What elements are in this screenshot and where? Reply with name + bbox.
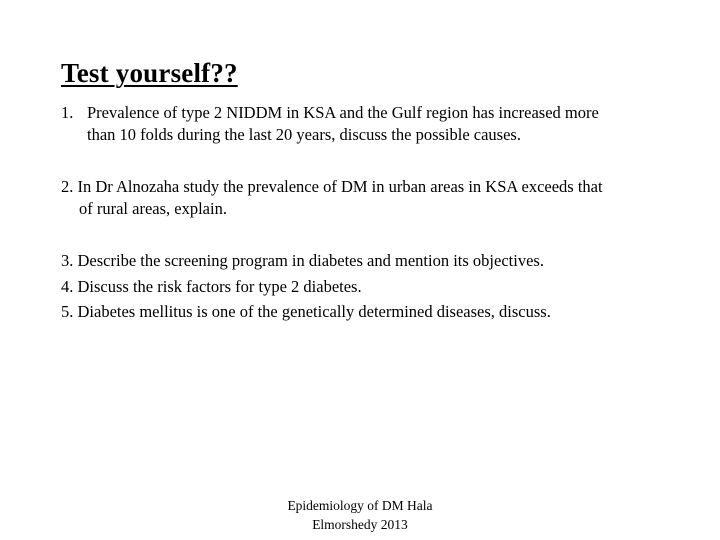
question-2 [61, 176, 603, 220]
question-4 [61, 276, 362, 298]
question-text-line-1: Prevalence of type 2 NIDDM in KSA and the Gulf region has increased more [87, 103, 599, 122]
footer-line-1: Epidemiology of DM Hala [287, 498, 433, 513]
question-text-line-1: Describe the screening program in diabetes and mention its objectives. [77, 251, 544, 270]
question-5 [61, 301, 551, 323]
question-3 [61, 250, 544, 272]
question-text-line-1: In Dr Alnozaha study the prevalence of DM in urban areas in KSA exceeds that [77, 177, 603, 196]
question-number: 4. [61, 277, 74, 296]
question-number: 5. [61, 302, 74, 321]
question-text-line-1: Discuss the risk factors for type 2 diabetes. [77, 277, 362, 296]
question-text-line-2: of rural areas, explain. [79, 199, 227, 218]
slide-footer [250, 496, 470, 534]
question-text-line-1: Diabetes mellitus is one of the genetically determined diseases, discuss. [77, 302, 551, 321]
question-number: 3. [61, 251, 74, 270]
question-number: 1. [61, 103, 74, 122]
question-1 [61, 102, 599, 146]
footer-line-2: Elmorshedy 2013 [312, 517, 408, 532]
slide-title: Test yourself?? [61, 58, 238, 88]
question-text-line-2: than 10 folds during the last 20 years, discuss the possible causes. [87, 125, 521, 144]
question-number: 2. [61, 177, 74, 196]
